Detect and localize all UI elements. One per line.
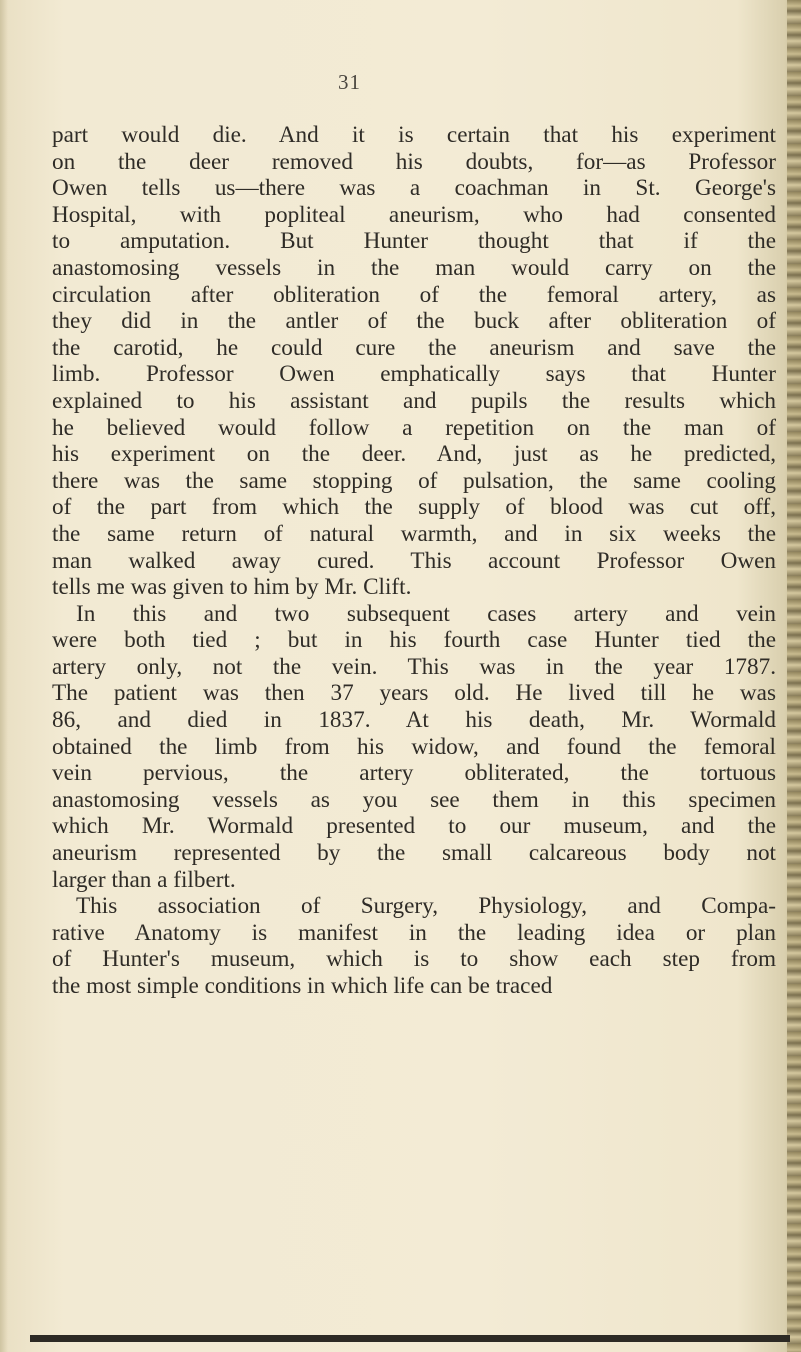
text-line: man walked away cured. This account Professor Owen bbox=[52, 547, 776, 574]
text-line: the carotid, he could cure the aneurism and save the bbox=[52, 334, 776, 361]
body-text bbox=[52, 122, 776, 1000]
text-line: on the deer removed his doubts, for—as Professor bbox=[52, 148, 776, 175]
page-edge bbox=[787, 0, 801, 1352]
text-line: In this and two subsequent cases artery and vein bbox=[76, 600, 776, 627]
text-line: they did in the antler of the buck after obliteration of bbox=[52, 308, 776, 335]
text-line: anastomosing vessels in the man would carry on the bbox=[52, 254, 776, 281]
text-line: there was the same stopping of pulsation, the same cooling bbox=[52, 467, 776, 494]
text-line: 86, and died in 1837. At his death, Mr. Wormald bbox=[52, 707, 776, 734]
text-line: the most simple conditions in which life can be traced bbox=[52, 973, 553, 999]
text-line: The patient was then 37 years old. He lived till he was bbox=[52, 680, 776, 707]
text-line: which Mr. Wormald presented to our museum, and the bbox=[52, 813, 776, 840]
text-line: Owen tells us—there was a coachman in St. George's bbox=[52, 175, 776, 202]
text-line: larger than a filbert. bbox=[52, 866, 236, 893]
page-number: 31 bbox=[338, 70, 361, 94]
text-line: to amputation. But Hunter thought that if the bbox=[52, 228, 776, 255]
text-line: explained to his assistant and pupils the results which bbox=[52, 387, 776, 414]
text-line: limb. Professor Owen emphatically says that Hunter bbox=[52, 361, 776, 388]
text-line: vein pervious, the artery obliterated, the tortuous bbox=[52, 760, 776, 787]
text-line: of Hunter's museum, which is to show each step from bbox=[52, 946, 776, 973]
text-line: part would die. And it is certain that his experiment bbox=[52, 122, 776, 148]
text-line: the same return of natural warmth, and in six weeks the bbox=[52, 520, 776, 547]
text-line: of the part from which the supply of blood was cut off, bbox=[52, 494, 776, 521]
text-line: rative Anatomy is manifest in the leading idea or plan bbox=[52, 919, 776, 946]
page-gutter-shadow bbox=[0, 0, 8, 1352]
text-line: were both tied ; but in his fourth case Hunter tied the bbox=[52, 627, 776, 654]
text-line: aneurism represented by the small calcareous body not bbox=[52, 840, 776, 867]
text-line: artery only, not the vein. This was in the year 1787. bbox=[52, 653, 776, 680]
text-line: Hospital, with popliteal aneurism, who had consented bbox=[52, 201, 776, 228]
text-line: obtained the limb from his widow, and found the femoral bbox=[52, 733, 776, 760]
text-line: circulation after obliteration of the femoral artery, as bbox=[52, 281, 776, 308]
text-line: his experiment on the deer. And, just as he predicted, bbox=[52, 441, 776, 468]
text-line: anastomosing vessels as you see them in this specimen bbox=[52, 786, 776, 813]
text-line: This association of Surgery, Physiology, and Compa- bbox=[76, 893, 776, 920]
text-line: tells me was given to him by Mr. Clift. bbox=[52, 574, 412, 601]
text-line: he believed would follow a repetition on the man of bbox=[52, 414, 776, 441]
bottom-binding-rule bbox=[30, 1335, 790, 1342]
